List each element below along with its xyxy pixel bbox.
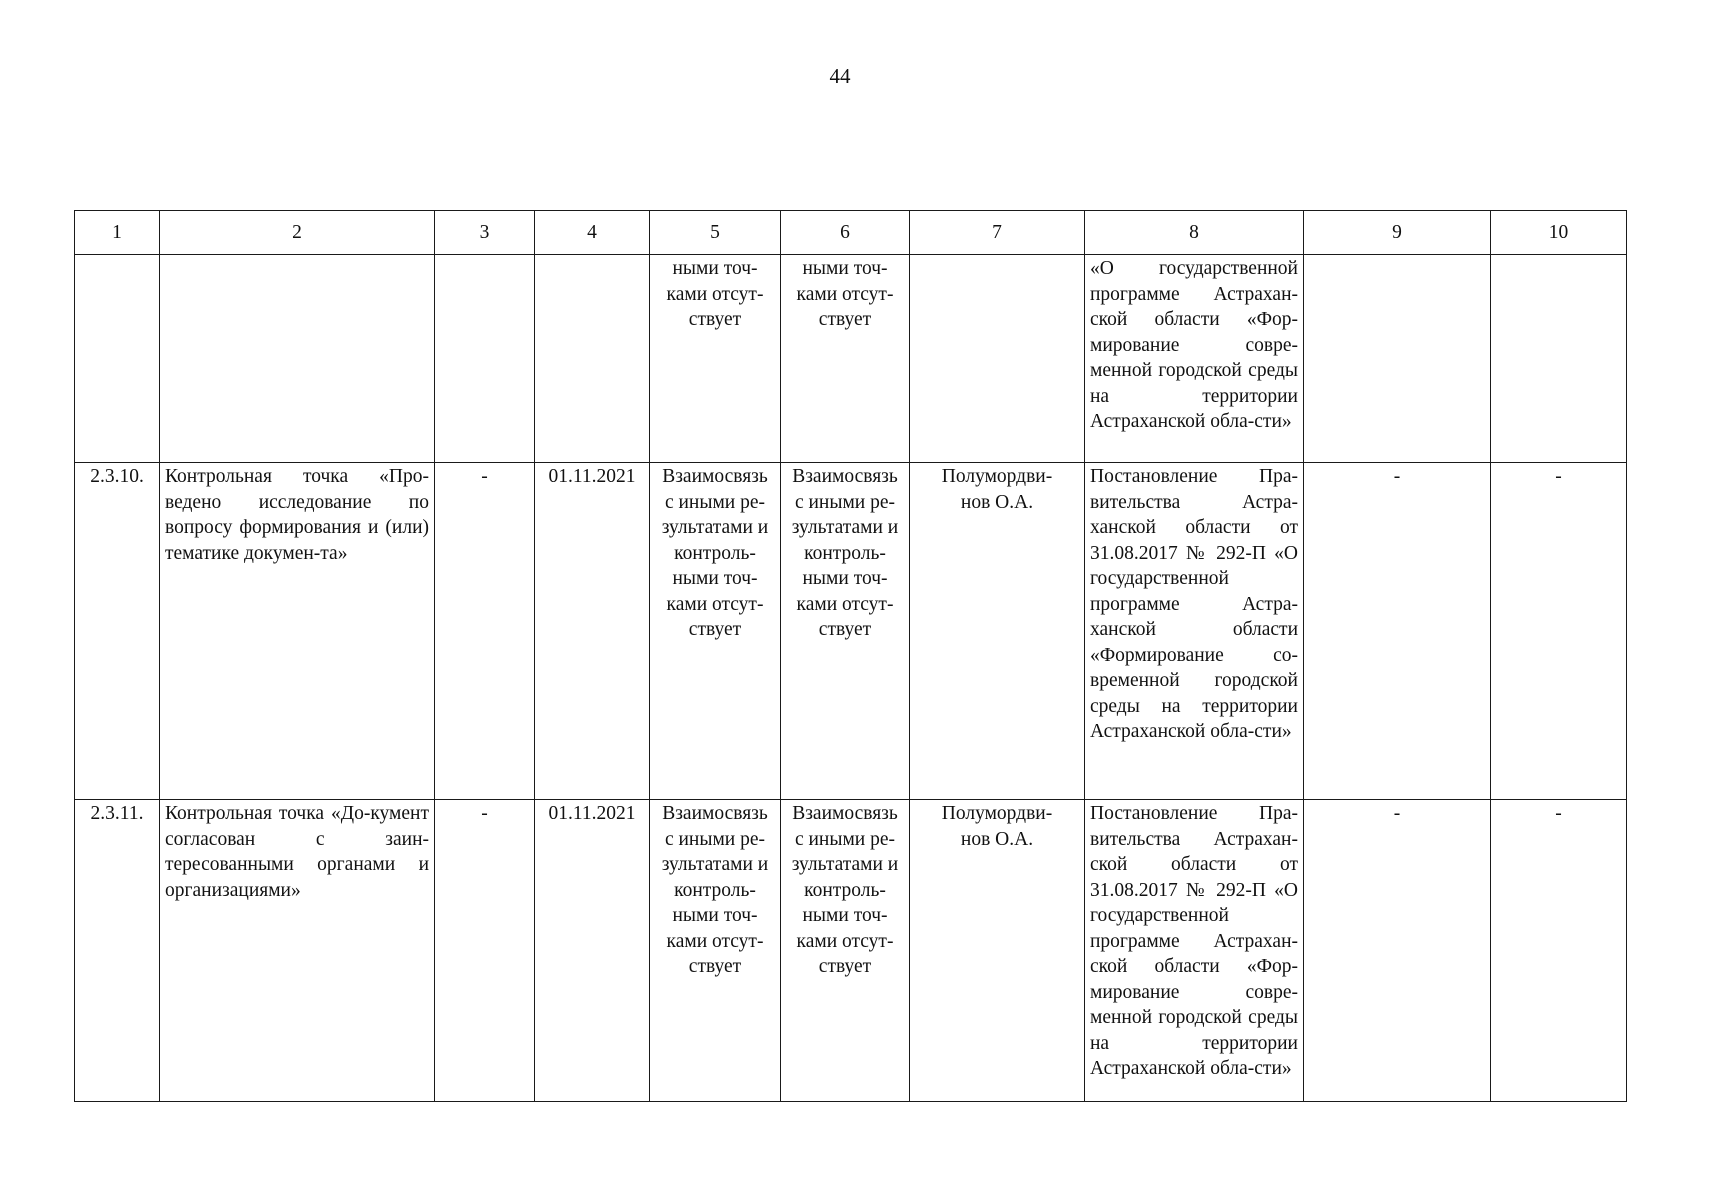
cell-col-10: [1491, 255, 1627, 463]
date-cell: 01.11.2021: [535, 800, 650, 1102]
relation-cell: Взаимосвязь с иными ре- зультатами и контроль- ными точ- ками отсут- ствует: [650, 800, 781, 1102]
relation-cell: Взаимосвязь с иными ре- зультатами и контроль- ными точ- ками отсут- ствует: [781, 800, 910, 1102]
table-row: [75, 255, 1627, 463]
page-number: 44: [829, 64, 851, 88]
column-header: 6: [781, 211, 910, 255]
date-cell: 01.11.2021: [535, 463, 650, 800]
description-cell: Контрольная точка «Про-ведено исследование по вопросу формирования и (или) тематике докумен-та»: [160, 463, 435, 800]
basis-document-cell: Постановление Пра-вительства Астра-ханской области от 31.08.2017 № 292-П «О государственной программе Астра-ханской области «Формирование со-временной городской среды на территории Астраханской обла-сти»: [1085, 463, 1304, 800]
cell-col-10: -: [1491, 463, 1627, 800]
column-header: 1: [75, 211, 160, 255]
relation-cell: ными точ- ками отсут- ствует: [650, 255, 781, 463]
column-header: 9: [1304, 211, 1491, 255]
column-header: 5: [650, 211, 781, 255]
cell-col-3: [435, 255, 535, 463]
cell-col-9: [1304, 255, 1491, 463]
column-header: 10: [1491, 211, 1627, 255]
column-header: 3: [435, 211, 535, 255]
responsible-cell: [910, 255, 1085, 463]
column-header: 2: [160, 211, 435, 255]
table-row: [75, 800, 1627, 1102]
relation-cell: Взаимосвязь с иными ре- зультатами и контроль- ными точ- ками отсут- ствует: [781, 463, 910, 800]
basis-document-cell: Постановление Пра-вительства Астрахан-ской области от 31.08.2017 № 292-П «О государственной программе Астрахан-ской области «Фор-мирование совре-менной городской среды на территории Астраханской обла-сти»: [1085, 800, 1304, 1102]
basis-document-cell: «О государственной программе Астрахан-ской области «Фор-мирование совре-менной городской среды на территории Астраханской обла-сти»: [1085, 255, 1304, 463]
column-header: 4: [535, 211, 650, 255]
responsible-cell: Полумордви- нов О.А.: [910, 800, 1085, 1102]
table-row: [75, 463, 1627, 800]
column-header: 8: [1085, 211, 1304, 255]
cell-col-10: -: [1491, 800, 1627, 1102]
row-number-cell: [75, 255, 160, 463]
cell-col-3: -: [435, 463, 535, 800]
control-points-table: [74, 210, 1627, 1102]
cell-col-3: -: [435, 800, 535, 1102]
table-header-row: [75, 211, 1627, 255]
row-number-cell: 2.3.11.: [75, 800, 160, 1102]
responsible-cell: Полумордви- нов О.А.: [910, 463, 1085, 800]
row-number-cell: 2.3.10.: [75, 463, 160, 800]
column-header: 7: [910, 211, 1085, 255]
relation-cell: Взаимосвязь с иными ре- зультатами и контроль- ными точ- ками отсут- ствует: [650, 463, 781, 800]
date-cell: [535, 255, 650, 463]
cell-col-9: -: [1304, 800, 1491, 1102]
relation-cell: ными точ- ками отсут- ствует: [781, 255, 910, 463]
description-cell: [160, 255, 435, 463]
description-cell: Контрольная точка «До-кумент согласован с заин-тересованными органами и организациями»: [160, 800, 435, 1102]
cell-col-9: -: [1304, 463, 1491, 800]
